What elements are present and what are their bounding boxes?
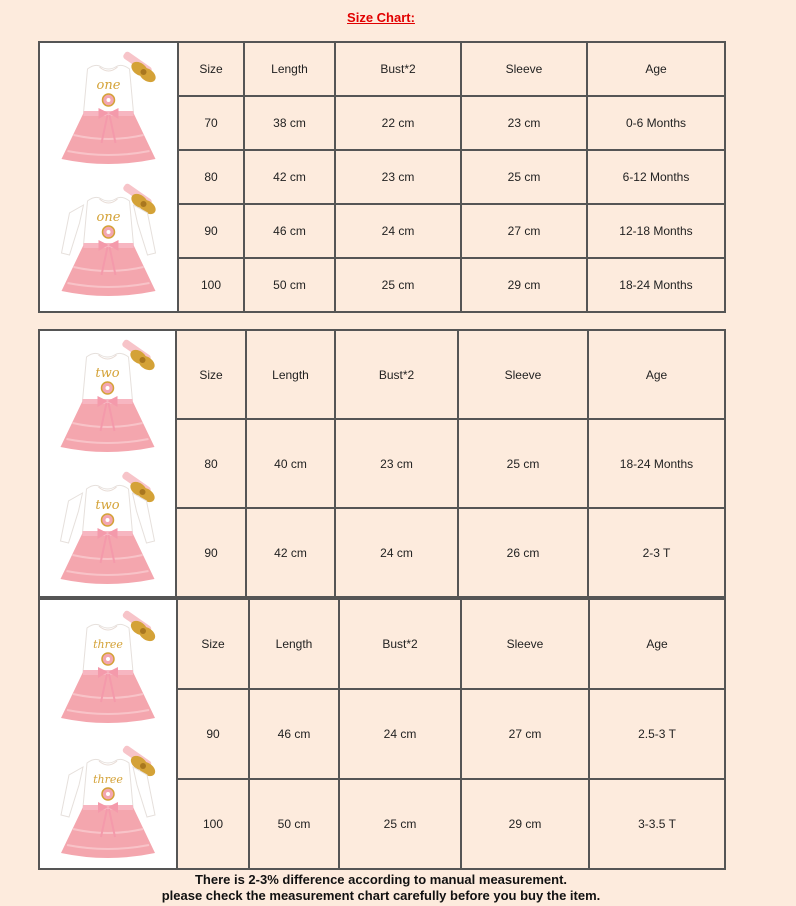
cell-size: 80 xyxy=(176,419,246,508)
cell-bust: 25 cm xyxy=(335,258,461,312)
cell-sleeve: 23 cm xyxy=(461,96,587,150)
dress-illustration xyxy=(40,183,177,303)
cell-age: 2.5-3 T xyxy=(589,689,725,779)
header-sleeve: Sleeve xyxy=(461,599,589,689)
cell-size: 100 xyxy=(177,779,249,869)
header-length: Length xyxy=(249,599,339,689)
cell-bust: 24 cm xyxy=(335,508,458,597)
cell-age: 2-3 T xyxy=(588,508,725,597)
disclaimer-line-1: There is 2-3% difference according to manual measurement. xyxy=(194,872,568,887)
cell-length: 46 cm xyxy=(244,204,335,258)
cell-sleeve: 29 cm xyxy=(461,258,587,312)
cell-size: 90 xyxy=(176,508,246,597)
dress-image xyxy=(40,745,176,865)
dress-image xyxy=(40,610,176,730)
svg-text:two: two xyxy=(95,498,120,513)
dress-illustration xyxy=(40,339,175,459)
header-age: Age xyxy=(589,599,725,689)
svg-text:one: one xyxy=(96,78,121,93)
cell-size: 90 xyxy=(177,689,249,779)
cell-age: 6-12 Months xyxy=(587,150,725,204)
cell-size: 100 xyxy=(178,258,244,312)
cell-length: 50 cm xyxy=(249,779,339,869)
header-age: Age xyxy=(587,42,725,96)
cell-sleeve: 25 cm xyxy=(458,419,588,508)
cell-sleeve: 27 cm xyxy=(461,689,589,779)
header-sleeve: Sleeve xyxy=(458,330,588,419)
cell-length: 50 cm xyxy=(244,258,335,312)
cell-size: 90 xyxy=(178,204,244,258)
header-length: Length xyxy=(244,42,335,96)
cell-sleeve: 26 cm xyxy=(458,508,588,597)
cell-length: 42 cm xyxy=(246,508,335,597)
header-size: Size xyxy=(178,42,244,96)
disclaimer-line-2: please check the measurement chart carefully before you buy the item. xyxy=(161,888,601,903)
cell-size: 80 xyxy=(178,150,244,204)
product-image-cell xyxy=(39,599,177,869)
cell-age: 3-3.5 T xyxy=(589,779,725,869)
cell-age: 12-18 Months xyxy=(587,204,725,258)
dress-image xyxy=(40,339,175,459)
header-bust: Bust*2 xyxy=(339,599,461,689)
svg-text:three: three xyxy=(93,638,123,651)
dress-image xyxy=(40,183,177,303)
cell-length: 38 cm xyxy=(244,96,335,150)
cell-age: 18-24 Months xyxy=(588,419,725,508)
header-size: Size xyxy=(177,599,249,689)
product-image-cell xyxy=(39,42,178,312)
header-sleeve: Sleeve xyxy=(461,42,587,96)
cell-sleeve: 29 cm xyxy=(461,779,589,869)
page-title: Size Chart: xyxy=(347,10,415,25)
svg-text:two: two xyxy=(95,366,120,381)
header-size: Size xyxy=(176,330,246,419)
cell-length: 40 cm xyxy=(246,419,335,508)
dress-illustration xyxy=(40,51,177,171)
dress-illustration xyxy=(40,471,175,591)
header-bust: Bust*2 xyxy=(335,42,461,96)
cell-size: 70 xyxy=(178,96,244,150)
cell-bust: 23 cm xyxy=(335,419,458,508)
cell-age: 18-24 Months xyxy=(587,258,725,312)
header-age: Age xyxy=(588,330,725,419)
size-table-two xyxy=(38,329,726,598)
cell-bust: 25 cm xyxy=(339,779,461,869)
cell-bust: 24 cm xyxy=(335,204,461,258)
dress-image xyxy=(40,51,177,171)
header-length: Length xyxy=(246,330,335,419)
cell-sleeve: 25 cm xyxy=(461,150,587,204)
size-table-three xyxy=(38,598,726,870)
cell-length: 42 cm xyxy=(244,150,335,204)
dress-image xyxy=(40,471,175,591)
cell-bust: 23 cm xyxy=(335,150,461,204)
cell-bust: 24 cm xyxy=(339,689,461,779)
cell-bust: 22 cm xyxy=(335,96,461,150)
size-table-one xyxy=(38,41,726,313)
svg-text:one: one xyxy=(96,210,121,225)
header-bust: Bust*2 xyxy=(335,330,458,419)
svg-text:three: three xyxy=(93,773,123,786)
cell-age: 0-6 Months xyxy=(587,96,725,150)
cell-sleeve: 27 cm xyxy=(461,204,587,258)
product-image-cell xyxy=(39,330,176,597)
dress-illustration xyxy=(40,610,176,730)
cell-length: 46 cm xyxy=(249,689,339,779)
dress-illustration xyxy=(40,745,176,865)
